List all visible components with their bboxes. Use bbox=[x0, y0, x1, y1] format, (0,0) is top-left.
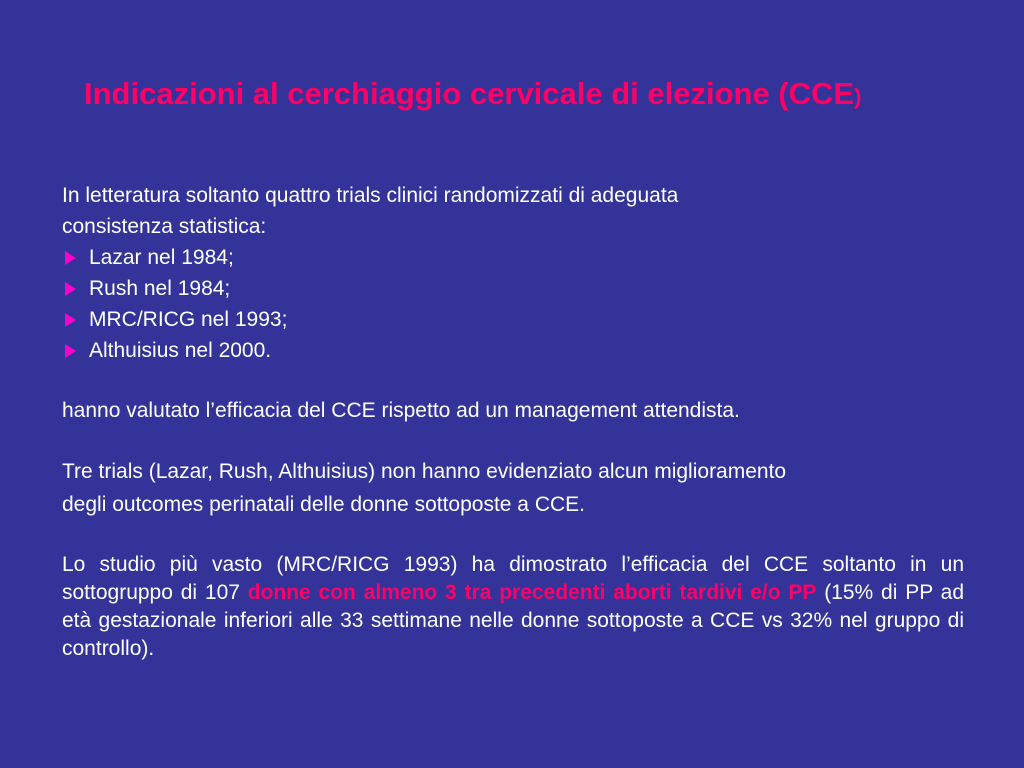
three-trials-paragraph bbox=[62, 455, 964, 521]
trial-list-item bbox=[62, 273, 287, 304]
intro-line-2: consistenza statistica: bbox=[62, 215, 267, 238]
trials-list bbox=[62, 242, 287, 366]
trial-label: Rush nel 1984; bbox=[89, 277, 231, 300]
slide-title-close-paren: ) bbox=[854, 84, 862, 109]
largest-study-paragraph bbox=[62, 551, 964, 663]
three-trials-line-1: Tre trials (Lazar, Rush, Althuisius) non hanno evidenziato alcun miglioramento bbox=[62, 460, 787, 483]
slide-title-text: Indicazioni al cerchiaggio cervicale di elezione (CCE bbox=[84, 76, 855, 111]
trial-list-item bbox=[62, 304, 287, 335]
largest-study-text-after: (15% di PP ad età gestazionale inferiori alle 33 settimane nelle donne sottoposte a CCE vs 32% nel gruppo di controllo). bbox=[62, 581, 964, 660]
trial-label: Lazar nel 1984; bbox=[89, 246, 234, 269]
intro-line-1: In letteratura soltanto quattro trials clinici randomizzati di adeguata bbox=[62, 184, 679, 207]
arrow-bullet-icon bbox=[65, 282, 76, 296]
trial-label: MRC/RICG nel 1993; bbox=[89, 308, 288, 331]
three-trials-line-2: degli outcomes perinatali delle donne sottoposte a CCE. bbox=[62, 493, 585, 516]
arrow-bullet-icon bbox=[65, 251, 76, 265]
arrow-bullet-icon bbox=[65, 313, 76, 327]
trial-label: Althuisius nel 2000. bbox=[89, 339, 272, 362]
trial-list-item bbox=[62, 335, 287, 366]
largest-study-highlight: donne con almeno 3 tra precedenti aborti tardivi e/o PP bbox=[247, 581, 817, 604]
arrow-bullet-icon bbox=[65, 344, 76, 358]
largest-study-text-before: Lo studio più vasto (MRC/RICG 1993) ha dimostrato l’efficacia del CCE soltanto in un sottogruppo di 107 bbox=[62, 553, 964, 604]
slide-title bbox=[84, 76, 984, 112]
intro-paragraph bbox=[62, 180, 964, 242]
trial-list-item bbox=[62, 242, 287, 273]
evaluation-paragraph: hanno valutato l’efficacia del CCE rispetto ad un management attendista. bbox=[62, 399, 740, 422]
